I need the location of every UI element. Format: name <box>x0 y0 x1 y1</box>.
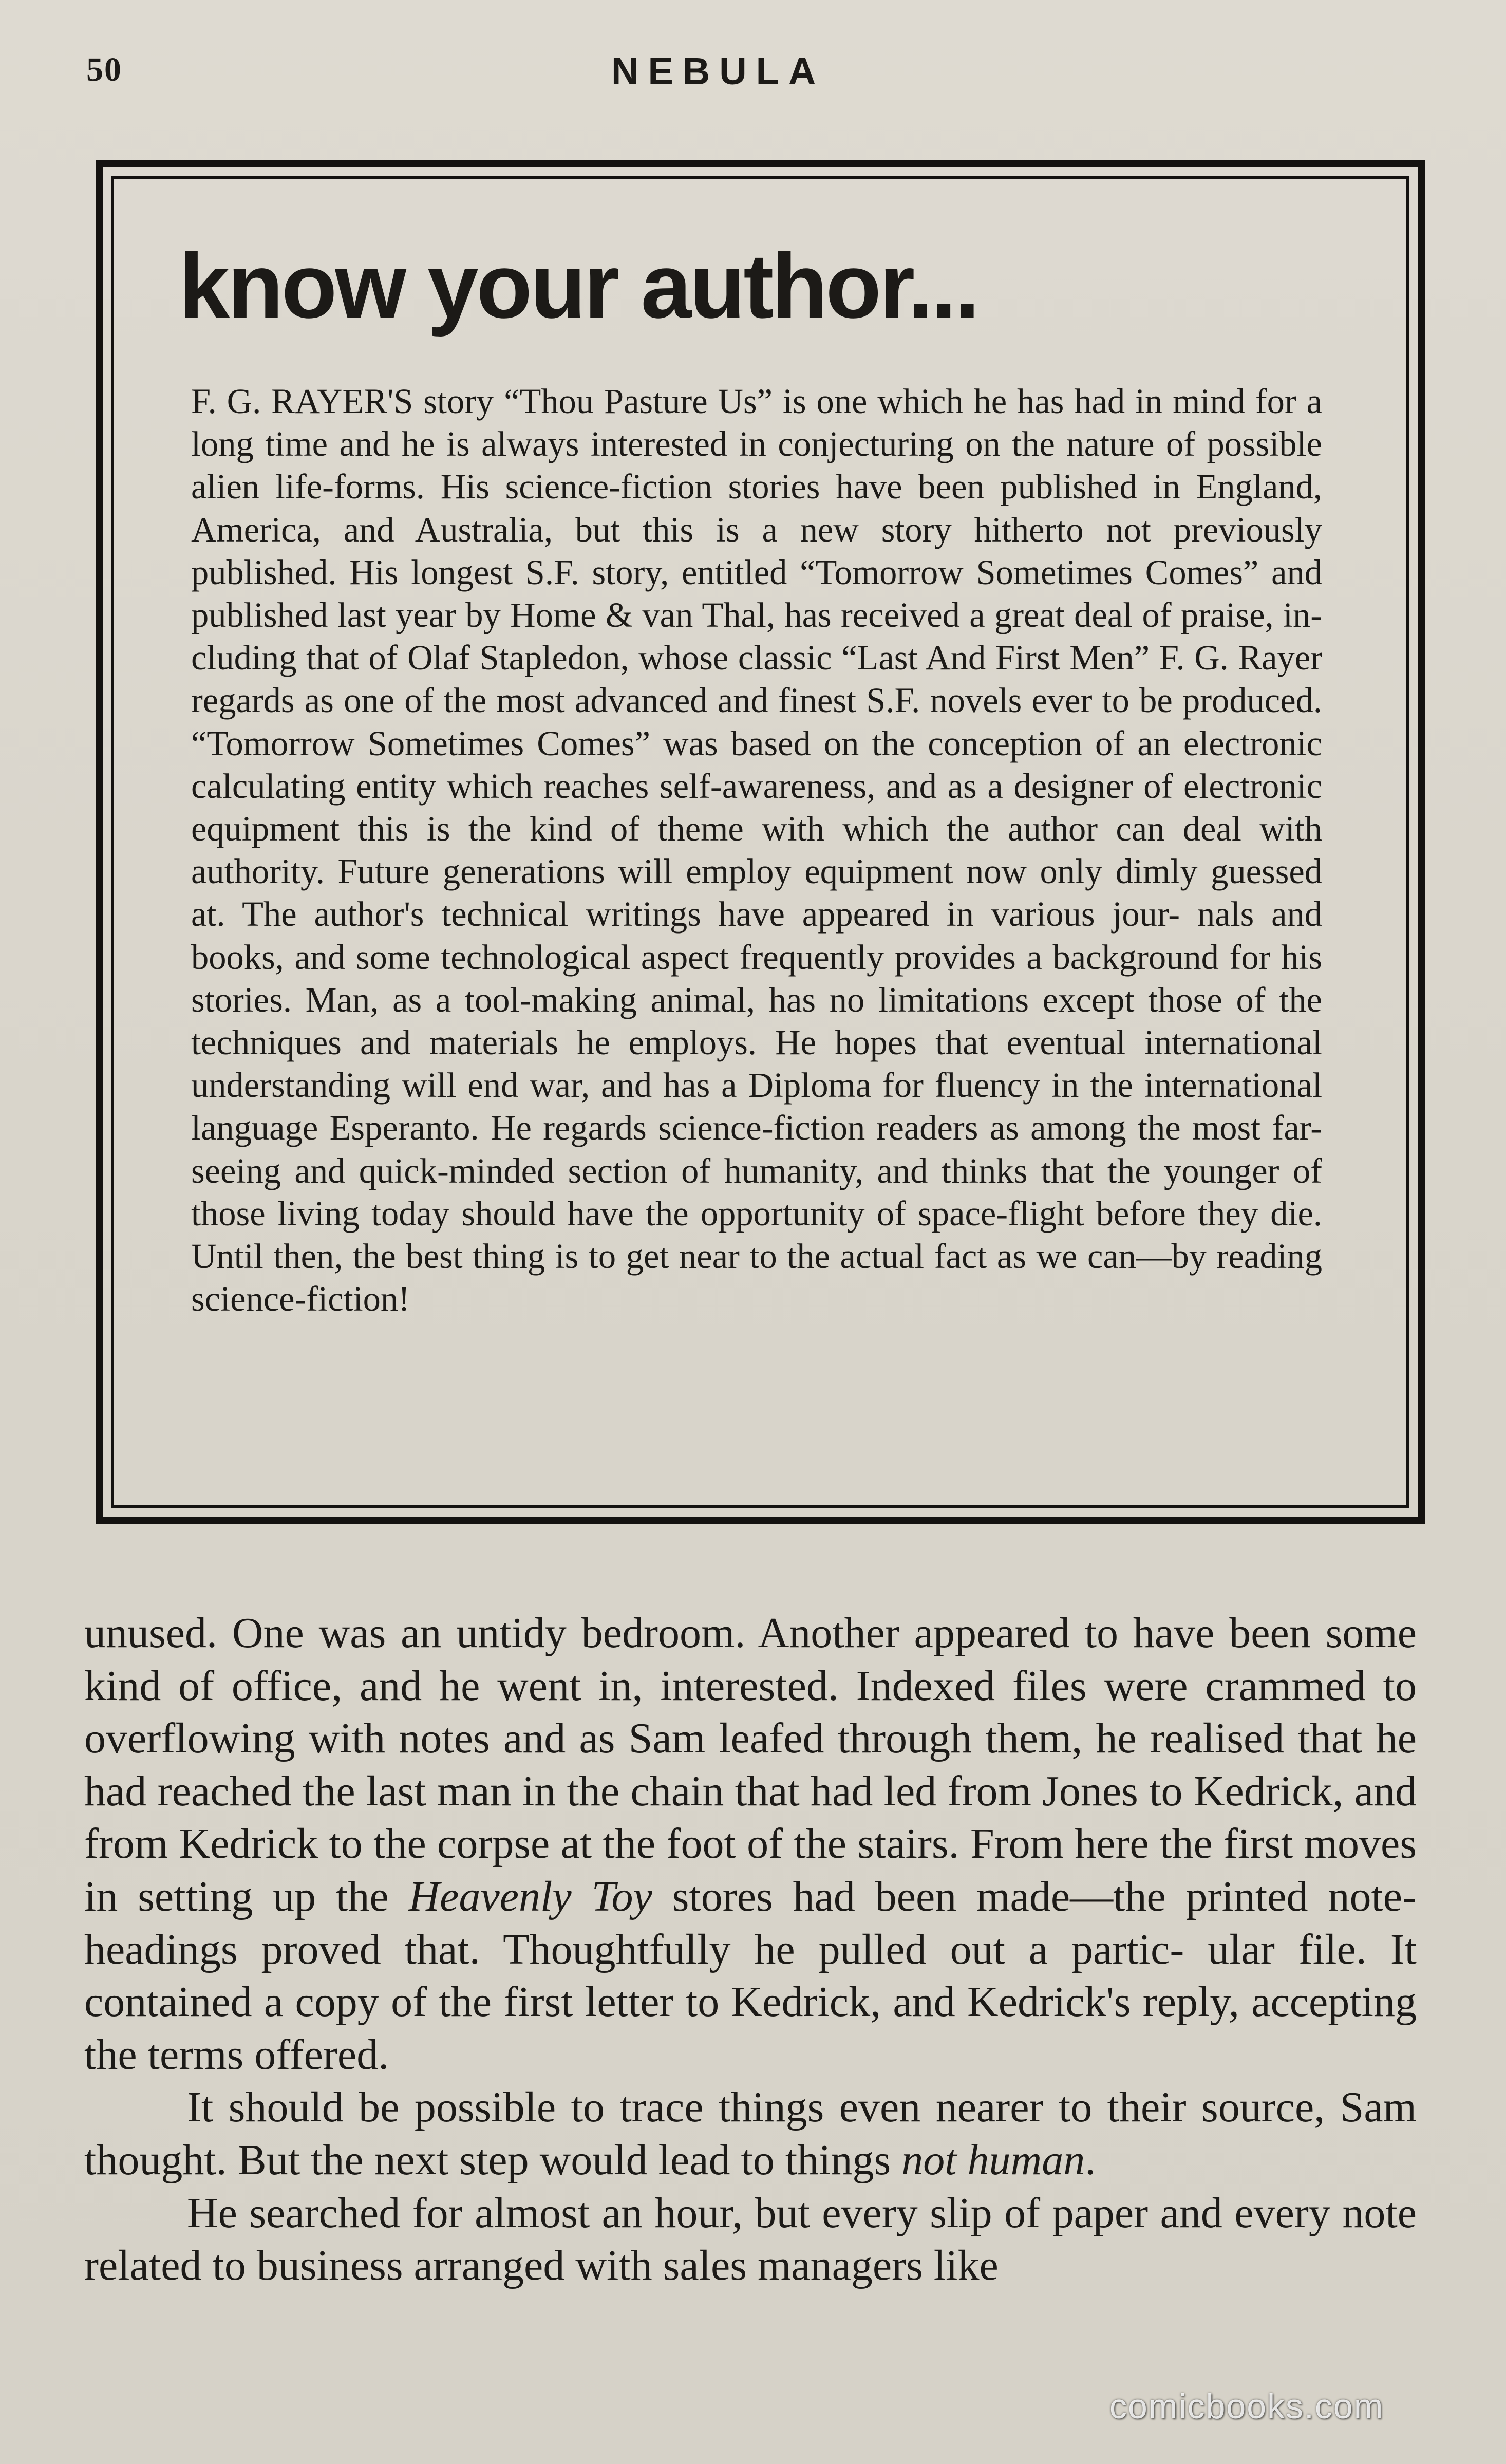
watermark: comicbooks.com <box>1109 2387 1384 2426</box>
sidebar-line: those living today should have the opportunity of space-flight before <box>191 1193 1186 1233</box>
sidebar-line: a new story hitherto not previously published. His longest S.F. <box>191 510 1322 592</box>
sidebar-line: He hopes that eventual international understanding will end war, <box>191 1023 1323 1105</box>
sidebar-line: limitations except those of the techniques and materials he employs. <box>191 980 1323 1062</box>
sidebar-line: is the kind of theme with which the author can deal with authority. <box>191 809 1323 891</box>
story-line: chain that had led from Jones to Kedrick, and from Kedrick to <box>84 1767 1417 1868</box>
sidebar-line: as we can—by reading science-fiction! <box>191 1237 1322 1319</box>
story-line: ular file. It contained a copy of the first letter to Kedrick, and <box>84 1925 1417 2026</box>
sidebar-line: S.F. novels ever to be produced. “Tomorrow Sometimes Comes” <box>191 681 1322 763</box>
sidebar-line: nals and books, and some technological aspect frequently provides a <box>191 894 1323 977</box>
sidebar-line: and has a Diploma for fluency in the international language Esperanto. <box>191 1066 1322 1148</box>
story-paragraph: He searched for almost an hour, but every slip of paper and every note related to business arranged with sales managers like <box>84 2189 1417 2290</box>
sidebar-line: at. The author's technical writings have appeared in various jour- <box>191 894 1180 934</box>
sidebar-line: cluding that of Olaf Stapledon, whose classic “Last And First <box>191 638 1060 678</box>
sidebar-heading: know your author... <box>179 235 978 337</box>
sidebar-line: Future generations will employ equipment now only dimly guessed <box>337 852 1322 891</box>
story-line: were crammed to overflowing with notes and as Sam leafed <box>84 1662 1417 1763</box>
sidebar-line: He regards science-fiction readers as among the most far-seeing and <box>191 1108 1322 1190</box>
story-line: the corpse at the foot of the stairs. From here the first moves in <box>84 1820 1417 1920</box>
story-line: stores had been made—the printed <box>652 1872 1308 1920</box>
sidebar-line: Men” F. G. Rayer regards as one of the most advanced and finest <box>191 638 1323 720</box>
italic-emphasis: not human <box>901 2136 1085 2184</box>
story-line: been some kind of office, and he went in, interested. Indexed files <box>84 1609 1417 1710</box>
sidebar-line: background for his stories. Man, as a tool-making animal, has no <box>191 937 1323 1019</box>
sidebar-body <box>191 380 1322 1320</box>
story-paragraph <box>84 2081 1417 2187</box>
story-paragraph <box>84 1607 1417 2081</box>
story-line: setting up the <box>138 1872 409 1920</box>
sidebar-line: year by Home & van Thal, has received a great deal of praise, in- <box>396 595 1323 635</box>
story-line: through them, he realised that he had reached the last man in the <box>84 1714 1417 1815</box>
story-line: note-headings proved that. Thoughtfully he pulled out a partic- <box>84 1872 1417 1973</box>
sidebar-line: they die. Until then, the best thing is to get near to the actual fact <box>191 1193 1322 1276</box>
sidebar-line: quick-minded section of humanity, and thinks that the younger of <box>359 1151 1322 1190</box>
sidebar-line: was based on the conception of an electronic calculating entity which <box>191 723 1323 806</box>
story-text-run: It should be possible to trace things even nearer to their source, Sam thought. But the next step would lead to things <box>84 2083 1417 2184</box>
sidebar-line: have been published in England, America, and Australia, but this is <box>191 467 1322 549</box>
sidebar-line: on the nature of possible alien life-forms. His science-fiction stories <box>191 424 1323 507</box>
story-text-run: . <box>1085 2136 1096 2184</box>
sidebar-line: F. G. RAYER'S story “Thou Pasture Us” is one which he has <box>191 382 1064 421</box>
italic-title: Heavenly Toy <box>408 1872 652 1920</box>
sidebar-line: story, entitled “Tomorrow Sometimes Comes” and published last <box>191 552 1322 635</box>
page-number: 50 <box>86 51 122 88</box>
story-line: Kedrick's reply, accepting the terms offered. <box>84 1978 1417 2079</box>
story-text <box>84 1607 1417 2292</box>
running-head: NEBULA <box>611 50 825 92</box>
story-line: unused. One was an untidy bedroom. Another appeared to have <box>84 1609 1215 1657</box>
sidebar-line: had in mind for a long time and he is always interested in conjecturing <box>191 382 1322 464</box>
sidebar-line: reaches self-awareness, and as a designer of electronic equipment this <box>191 766 1323 849</box>
